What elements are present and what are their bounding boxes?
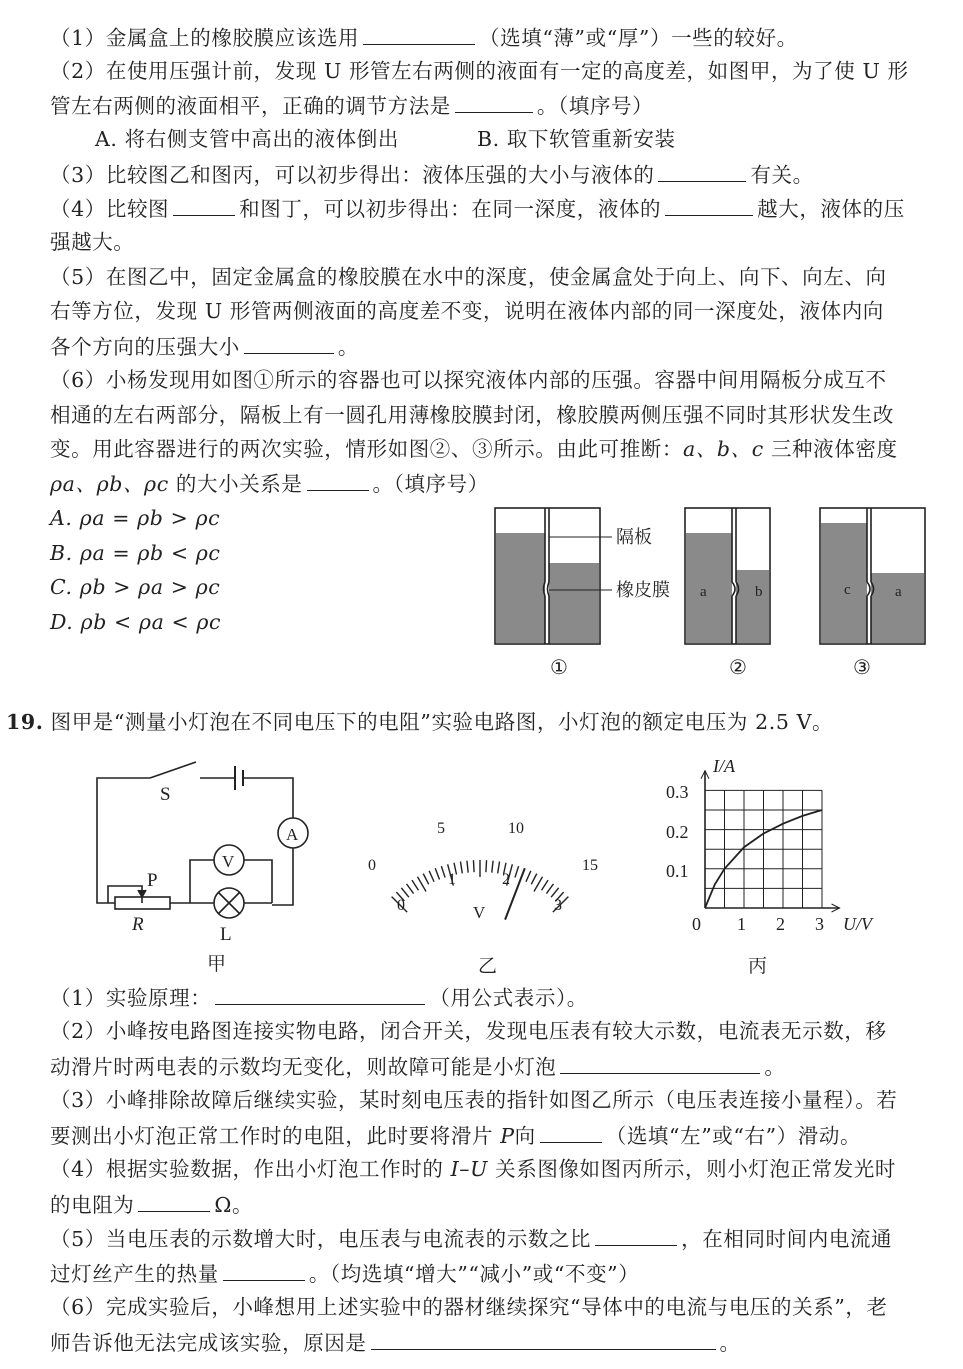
ytick-0.3: 0.3 — [666, 782, 689, 802]
switch-label: S — [160, 784, 171, 805]
text: 。（填序号） — [536, 94, 654, 118]
text: 师告诉他无法完成该实验，原因是 — [50, 1331, 367, 1355]
q19-part5 — [50, 1223, 892, 1254]
lamp-label: L — [220, 924, 232, 945]
dial-tick — [534, 877, 543, 892]
text: D. ρb < ρa < ρc — [50, 610, 222, 634]
dial-tick — [401, 888, 409, 897]
dial-tick — [460, 862, 462, 874]
answer-blank[interactable] — [138, 1189, 210, 1212]
text: 三种液体密度 — [763, 437, 898, 461]
q19-part4-cont — [50, 1189, 253, 1220]
text: （2）小峰按电路图连接实物电路，闭合开关，发现电压表有较大示数，电流表无示数，移 — [50, 1019, 887, 1043]
q19-part2 — [50, 1016, 887, 1046]
fig3-liquid-right: a — [895, 584, 902, 600]
text: 。（填序号） — [372, 472, 489, 496]
ytick-0.2: 0.2 — [666, 822, 689, 842]
text: 相通的左右两部分，隔板上有一圆孔用薄橡胶膜封闭，橡胶膜两侧压强不同时其形状发生改 — [50, 403, 894, 427]
q19-part5-cont — [50, 1258, 639, 1289]
text: 变。用此容器进行的两次实验，情形如图②、③所示。由此可推断： — [50, 437, 683, 461]
q19-part2-cont — [50, 1051, 786, 1082]
q19-part3-cont — [50, 1120, 861, 1151]
dial-tick — [531, 874, 536, 885]
text: 过灯丝产生的热量 — [50, 1262, 219, 1286]
xtick-2: 2 — [776, 914, 785, 934]
q19-part6-cont — [50, 1327, 741, 1358]
text: 。（均选填“增大”“减小”或“不变”） — [308, 1262, 640, 1286]
dial-tick — [467, 861, 468, 873]
xtick-0: 0 — [692, 914, 701, 934]
text: ，在相同时间内电流通 — [681, 1227, 893, 1251]
text: 的电阻为 — [50, 1193, 135, 1217]
text: （4）比较图 — [50, 197, 170, 221]
text: 各个方向的压强大小 — [50, 335, 240, 359]
q19-part4 — [50, 1154, 896, 1184]
text: 管左右两侧的液面相平，正确的调节方法是 — [50, 94, 451, 118]
text: 。 — [719, 1331, 741, 1355]
text: （3）小峰排除故障后继续实验，某时刻电压表的指针如图乙所示（电压表连接小量程）。若 — [50, 1088, 898, 1112]
text: 和图丁，可以初步得出：在同一深度，液体的 — [239, 197, 662, 221]
text: a、b、c — [683, 437, 764, 461]
text: （5）当电压表的示数增大时，电压表与电流表的示数之比 — [50, 1227, 592, 1251]
text: 向 — [514, 1124, 536, 1148]
text: C. ρb > ρa > ρc — [50, 575, 221, 599]
text: （3）比较图乙和图丙，可以初步得出：液体压强的大小与液体的 — [50, 163, 655, 187]
text: 强越大。 — [50, 230, 135, 254]
xtick-3: 3 — [815, 914, 824, 934]
text: 越大，液体的压 — [757, 197, 905, 221]
graph-ylabel: I/A — [713, 756, 735, 776]
inner-tick-0: 0 — [397, 897, 405, 914]
option-b: B. 取下软管重新安装 — [476, 127, 676, 151]
answer-blank[interactable] — [215, 982, 425, 1005]
switch-icon — [150, 762, 235, 778]
outer-tick-15: 15 — [582, 857, 598, 874]
fig3-liquid-left: c — [844, 582, 851, 598]
text: 动滑片时两电表的示数均无变化，则故障可能是小灯泡 — [50, 1055, 557, 1079]
meter-unit: V — [473, 903, 486, 922]
text: （2）在使用压强计前，发现 U 形管左右两侧的液面有一定的高度差，如图甲，为了使 U 形 — [50, 59, 909, 83]
text: （1）金属盒上的橡胶膜应该选用 — [50, 26, 360, 50]
text: 右等方位，发现 U 形管两侧液面的高度差不变，说明在液体内部的同一深度处，液体内向 — [50, 299, 884, 323]
meter-caption: 乙 — [478, 956, 498, 977]
text: （5）在图乙中，固定金属盒的橡胶膜在水中的深度，使金属盒处于向上、向下、向左、向 — [50, 265, 887, 289]
text: I–U — [450, 1157, 488, 1181]
slider-label: P — [147, 870, 158, 891]
text: ρa、ρb、ρc — [50, 472, 169, 496]
iu-graph — [701, 771, 840, 912]
dial-tick — [498, 862, 500, 874]
answer-blank[interactable] — [595, 1223, 677, 1246]
dial-tick — [473, 860, 474, 872]
text: （6）完成实验后，小峰想用上述实验中的器材继续探究“导体中的电流与电压的关系”，老 — [50, 1295, 888, 1319]
fig3-caption: ③ — [853, 657, 871, 679]
text: （用公式表示）。 — [429, 986, 588, 1010]
inner-tick-3: 3 — [554, 897, 562, 914]
battery-icon — [235, 766, 243, 790]
option-a: A. 将右侧支管中高出的液体倒出 — [95, 127, 399, 151]
dial-tick — [412, 880, 419, 890]
fig2-liquid-left: a — [700, 584, 707, 600]
ammeter-label: A — [286, 825, 299, 844]
text: 要测出小灯泡正常工作时的电阻，此时要将滑片 — [50, 1124, 501, 1148]
voltmeter-label: V — [222, 852, 235, 871]
divider-label: 隔板 — [616, 527, 652, 547]
dial-tick — [546, 884, 553, 894]
dial-tick — [435, 868, 439, 879]
graph-xlabel: U/V — [843, 914, 872, 934]
dial-tick — [429, 871, 434, 882]
answer-blank[interactable] — [540, 1120, 602, 1143]
dial-tick — [407, 884, 414, 894]
q19-part1 — [50, 982, 588, 1013]
outer-tick-0: 0 — [368, 857, 376, 874]
text: （6）小杨发现用如图①所示的容器也可以探究液体内部的压强。容器中间用隔板分成互不 — [50, 368, 887, 392]
text: （选填“左”或“右”）滑动。 — [605, 1124, 862, 1148]
dial-tick — [526, 871, 531, 882]
answer-blank[interactable] — [223, 1258, 305, 1281]
answer-blank[interactable] — [560, 1051, 760, 1074]
inner-tick-1: 1 — [448, 871, 456, 888]
circuit-diagram — [97, 762, 308, 918]
dial-tick — [551, 888, 559, 897]
dial-tick — [441, 866, 445, 877]
text: A. ρa = ρb > ρc — [50, 506, 221, 530]
resistor-label: R — [132, 914, 144, 935]
dial-tick — [515, 866, 519, 877]
q19-part6 — [50, 1292, 888, 1322]
fig2-caption: ② — [729, 657, 747, 679]
question-number: 19. — [6, 710, 44, 734]
text: B. ρa = ρb < ρc — [50, 541, 221, 565]
outer-tick-10: 10 — [508, 820, 524, 837]
membrane-label: 橡皮膜 — [616, 580, 670, 600]
dial-tick — [418, 877, 427, 892]
fig1-caption: ① — [550, 657, 568, 679]
ytick-0.1: 0.1 — [666, 861, 689, 881]
dial-tick — [486, 860, 487, 872]
text: 。 — [337, 335, 360, 359]
text: 图甲是“测量小灯泡在不同电压下的电阻”实验电路图，小灯泡的额定电压为 2.5 V。 — [50, 710, 834, 734]
answer-blank[interactable] — [371, 1327, 716, 1350]
dial-tick — [542, 880, 549, 890]
text: 关系图像如图丙所示，则小灯泡正常发光时 — [488, 1157, 897, 1181]
text: （4）根据实验数据，作出小灯泡工作时的 — [50, 1157, 451, 1181]
text: （1）实验原理： — [50, 986, 212, 1010]
dial-tick — [423, 874, 428, 885]
text: 的大小关系是 — [168, 472, 303, 496]
dial-tick — [492, 861, 493, 873]
inner-tick-2: 2 — [502, 871, 510, 888]
circuit-caption: 甲 — [207, 954, 227, 975]
text: Ω。 — [214, 1193, 254, 1217]
slider-arrow — [108, 886, 142, 903]
text: 。 — [764, 1055, 786, 1079]
xtick-1: 1 — [737, 914, 746, 934]
text: P — [500, 1124, 515, 1148]
graph-caption: 丙 — [748, 956, 768, 977]
fig2-liquid-right: b — [755, 584, 763, 600]
q19-part3 — [50, 1085, 897, 1115]
outer-tick-5: 5 — [437, 820, 445, 837]
text: （选填“薄”或“厚”）一些的较好。 — [479, 26, 798, 50]
text: 有关。 — [750, 163, 814, 187]
